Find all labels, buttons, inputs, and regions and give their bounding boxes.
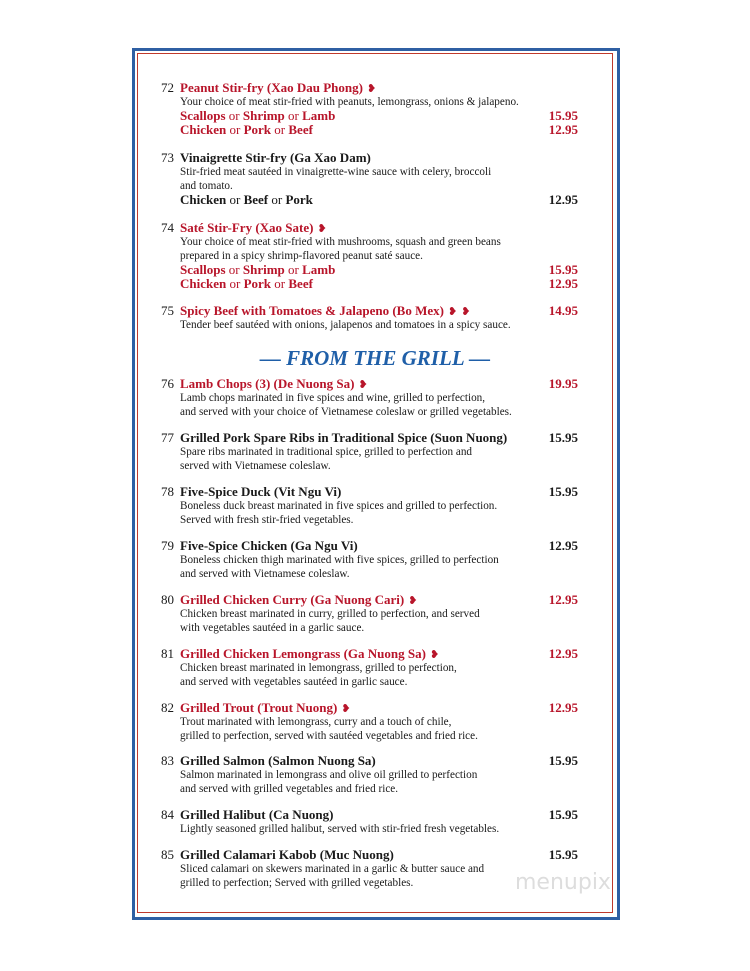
item-description: Boneless duck breast marinated in five spices and grilled to perfection. — [180, 500, 498, 512]
variant-price: 12.95 — [548, 122, 578, 137]
menu-item — [150, 539, 578, 581]
chili-pepper-icon: ❥ — [317, 223, 327, 235]
item-number: 79 — [161, 538, 174, 553]
item-number: 80 — [161, 592, 174, 607]
item-variant — [180, 277, 578, 291]
item-number: 73 — [161, 150, 174, 165]
item-description: and tomato. — [180, 180, 233, 192]
menu-item — [150, 593, 578, 635]
menu-item-header — [150, 647, 578, 661]
item-description: Lightly seasoned grilled halibut, served with stir-fried fresh vegetables. — [180, 823, 500, 835]
chili-pepper-icon: ❥ — [366, 83, 377, 95]
menu-item — [150, 701, 578, 743]
menu-item — [150, 754, 578, 796]
variant-label: Scallops or Shrimp or Lamb — [180, 108, 336, 123]
item-name: Saté Stir-Fry (Xao Sate) — [180, 220, 314, 235]
item-description: Chicken breast marinated in lemongrass, grilled to perfection, — [180, 662, 457, 674]
item-description: Salmon marinated in lemongrass and olive oil grilled to perfection — [180, 769, 478, 781]
item-description: grilled to perfection; Served with grilled vegetables. — [180, 877, 414, 889]
item-name: Lamb Chops (3) (De Nuong Sa) — [180, 376, 355, 391]
item-description: served with Vietnamese coleslaw. — [180, 460, 331, 472]
menu-item-header — [150, 377, 578, 391]
item-description: Tender beef sautéed with onions, jalapenos and tomatoes in a spicy sauce. — [180, 319, 511, 331]
item-name: Spicy Beef with Tomatoes & Jalapeno (Bo Mex) — [180, 303, 444, 318]
item-name: Grilled Pork Spare Ribs in Traditional Spice (Suon Nuong) — [180, 430, 508, 445]
item-number: 77 — [161, 430, 174, 445]
item-price: 19.95 — [548, 376, 578, 391]
item-price: 12.95 — [548, 646, 578, 661]
item-number: 72 — [161, 80, 174, 95]
item-description: Boneless chicken thigh marinated with five spices, grilled to perfection — [180, 554, 499, 566]
item-description: Your choice of meat stir-fried with peanuts, lemongrass, onions & jalapeno. — [180, 96, 519, 108]
variant-price: 12.95 — [548, 276, 578, 291]
item-description: Stir-fried meat sautéed in vinaigrette-wine sauce with celery, broccoli — [180, 166, 492, 178]
item-price: 14.95 — [548, 303, 578, 318]
item-name: Grilled Trout (Trout Nuong) — [180, 700, 338, 715]
menu-item-header — [150, 221, 578, 235]
item-description: and served with vegetables sautéed in garlic sauce. — [180, 676, 408, 688]
item-price: 15.95 — [548, 807, 578, 822]
item-price: 15.95 — [548, 430, 578, 445]
item-number: 83 — [161, 753, 174, 768]
chili-pepper-icon: ❥ — [358, 379, 368, 391]
item-name: Grilled Salmon (Salmon Nuong Sa) — [180, 753, 376, 768]
item-description: Trout marinated with lemongrass, curry and a touch of chile, — [180, 716, 452, 728]
item-description: Sliced calamari on skewers marinated in a garlic & butter sauce and — [180, 863, 485, 875]
item-name: Grilled Chicken Curry (Ga Nuong Cari) — [180, 592, 405, 607]
chili-pepper-icon: ❥ — [341, 703, 351, 715]
menu-item — [150, 848, 578, 890]
item-variant — [180, 263, 578, 277]
item-description: Chicken breast marinated in curry, grilled to perfection, and served — [180, 608, 480, 620]
item-number: 78 — [161, 484, 174, 499]
menu-item-header — [150, 848, 578, 862]
chili-pepper-icon: ❥ — [429, 649, 440, 661]
item-price: 12.95 — [548, 700, 578, 715]
variant-price: 15.95 — [548, 262, 578, 277]
item-price: 15.95 — [548, 484, 578, 499]
menu-item-header — [150, 151, 578, 165]
menu-item — [150, 221, 578, 291]
item-description: and served with grilled vegetables and fried rice. — [180, 783, 399, 795]
item-name: Grilled Chicken Lemongrass (Ga Nuong Sa) — [180, 646, 426, 661]
item-number: 85 — [161, 847, 174, 862]
watermark: menupix — [515, 870, 611, 895]
item-number: 82 — [161, 700, 174, 715]
item-name: Grilled Calamari Kabob (Muc Nuong) — [180, 847, 394, 862]
chili-pepper-icon: ❥ — [461, 306, 471, 318]
menu-item — [150, 377, 578, 419]
item-price: 15.95 — [548, 753, 578, 768]
item-number: 74 — [161, 220, 174, 235]
menu-item-header — [150, 754, 578, 768]
item-price: 12.95 — [548, 538, 578, 553]
variant-price: 15.95 — [548, 108, 578, 123]
variant-label: Chicken or Beef or Pork — [180, 192, 313, 207]
menu-item-header — [150, 304, 578, 318]
item-description: grilled to perfection, served with sautéed vegetables and fried rice. — [180, 730, 478, 742]
menu-item — [150, 431, 578, 473]
item-description: Your choice of meat stir-fried with mushrooms, squash and green beans — [180, 236, 501, 248]
item-number: 76 — [161, 376, 174, 391]
item-name: Five-Spice Chicken (Ga Ngu Vi) — [180, 538, 358, 553]
menu-item — [150, 81, 578, 137]
item-price: 12.95 — [548, 592, 578, 607]
item-description: Lamb chops marinated in five spices and wine, grilled to perfection, — [180, 392, 486, 404]
menu-item-header — [150, 539, 578, 553]
menu-item-header — [150, 431, 578, 445]
menu-item — [150, 304, 578, 332]
menu-item-header — [150, 808, 578, 822]
item-variant — [180, 193, 578, 207]
menu-item-header — [150, 485, 578, 499]
item-description: and served with Vietnamese coleslaw. — [180, 568, 350, 580]
item-number: 75 — [161, 303, 174, 318]
variant-label: Chicken or Pork or Beef — [180, 122, 313, 137]
menu-item — [150, 485, 578, 527]
menu-item — [150, 647, 578, 689]
item-variant — [180, 109, 578, 123]
variant-label: Scallops or Shrimp or Lamb — [180, 262, 336, 277]
item-description: Spare ribs marinated in traditional spice, grilled to perfection and — [180, 446, 473, 458]
menu-item — [150, 151, 578, 207]
section-heading: — FROM THE GRILL — — [259, 346, 491, 370]
menu-item-header — [150, 81, 578, 95]
item-variant — [180, 123, 578, 137]
menu-item-header — [150, 701, 578, 715]
item-number: 81 — [161, 646, 174, 661]
item-name: Five-Spice Duck (Vit Ngu Vi) — [180, 484, 342, 499]
menu-item-header — [150, 593, 578, 607]
item-name: Peanut Stir-fry (Xao Dau Phong) — [180, 80, 363, 95]
item-name: Vinaigrette Stir-fry (Ga Xao Dam) — [180, 150, 371, 165]
item-description: with vegetables sautéed in a garlic sauce. — [180, 622, 365, 634]
item-description: prepared in a spicy shrimp-flavored peanut saté sauce. — [180, 250, 423, 262]
chili-pepper-icon: ❥ — [447, 306, 458, 318]
item-description: Served with fresh stir-fried vegetables. — [180, 514, 354, 526]
variant-price: 12.95 — [548, 192, 578, 207]
item-number: 84 — [161, 807, 174, 822]
item-price: 15.95 — [548, 847, 578, 862]
item-description: and served with your choice of Vietnamese coleslaw or grilled vegetables. — [180, 406, 512, 418]
variant-label: Chicken or Pork or Beef — [180, 276, 313, 291]
chili-pepper-icon: ❥ — [408, 595, 418, 607]
item-name: Grilled Halibut (Ca Nuong) — [180, 807, 334, 822]
menu-item — [150, 808, 578, 836]
